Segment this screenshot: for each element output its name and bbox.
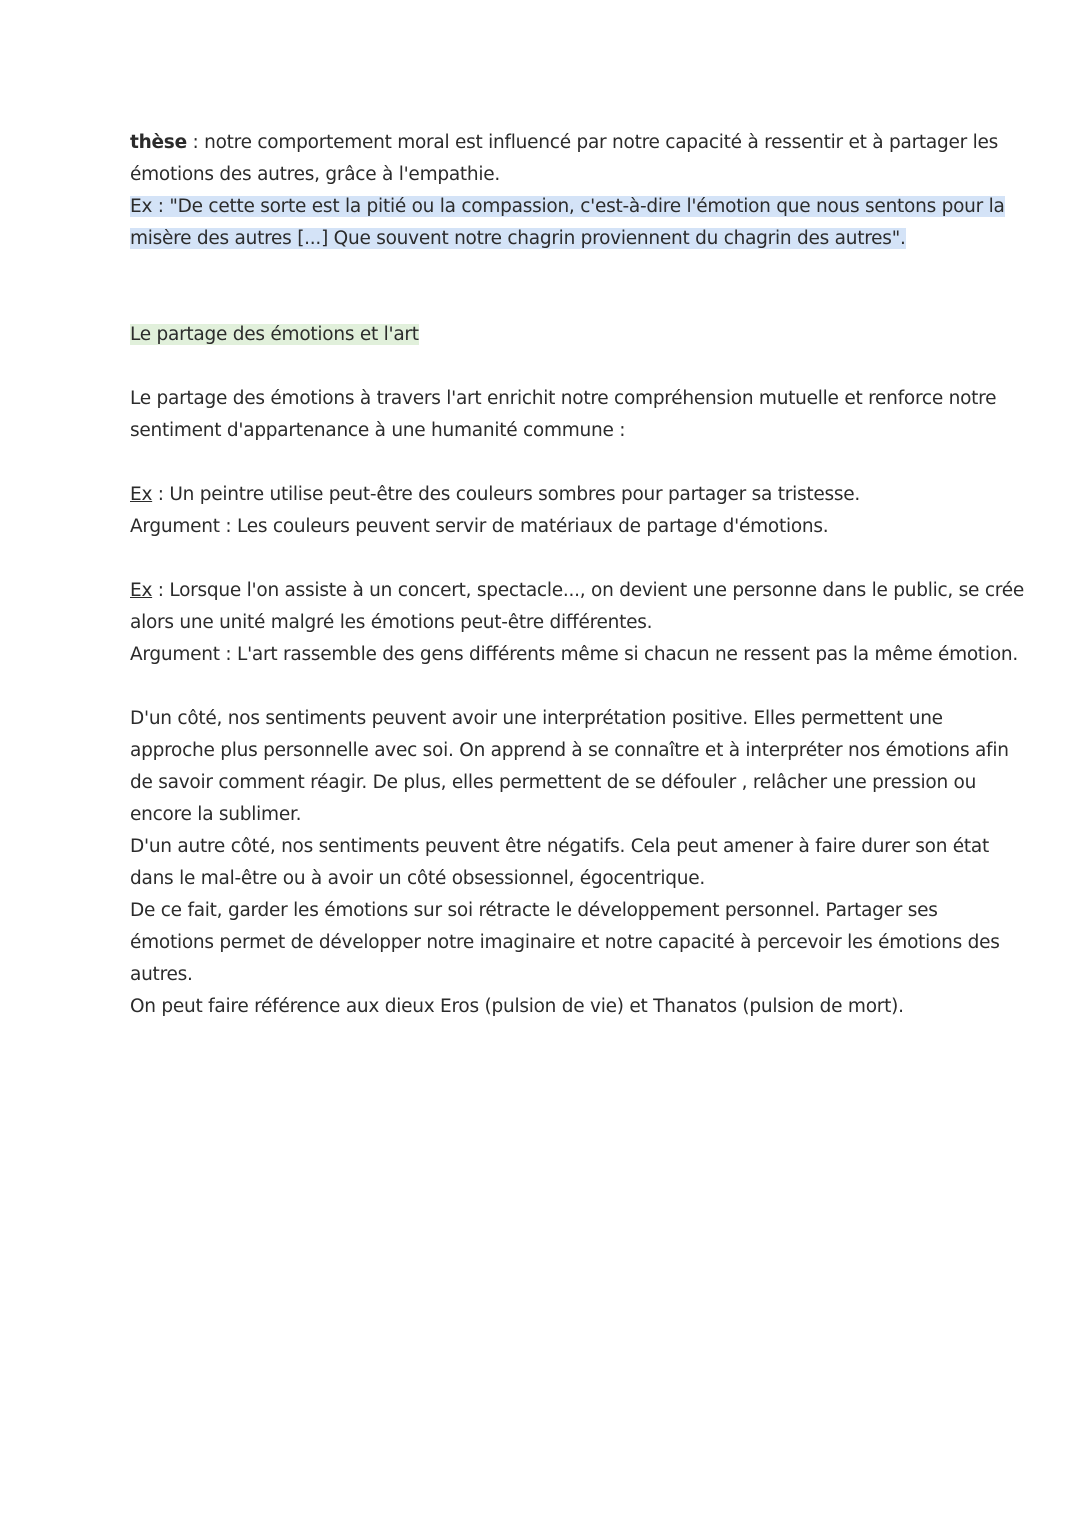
conclusion-line: D'un côté, nos sentiments peuvent avoir une interprétation positive. Elles permettent une xyxy=(130,708,943,729)
spacer xyxy=(130,543,950,575)
conclusion-line: approche plus personnelle avec soi. On apprend à se connaître et à interpréter nos émotions afin xyxy=(130,740,1009,761)
example1-label: Ex xyxy=(130,484,153,505)
these-text-1: notre comportement moral est influencé par notre capacité à ressentir et à partager les xyxy=(204,132,999,153)
document-page xyxy=(130,127,1024,1023)
quote-line-2 xyxy=(130,223,950,255)
example2-text: : Lorsque l'on assiste à un concert, spectacle..., on devient une personne dans le public, se crée xyxy=(152,580,1024,601)
conclusion-line: encore la sublimer. xyxy=(130,804,302,825)
spacer xyxy=(130,255,950,319)
these-line-2: émotions des autres, grâce à l'empathie. xyxy=(130,164,501,185)
intro-line-2: sentiment d'appartenance à une humanité commune : xyxy=(130,420,626,441)
example1-line xyxy=(130,479,950,511)
example2-line-2: alors une unité malgré les émotions peut-être différentes. xyxy=(130,612,653,633)
intro-line-1: Le partage des émotions à travers l'art enrichit notre compréhension mutuelle et renforce notre xyxy=(130,388,997,409)
section-heading-line xyxy=(130,319,950,351)
example1-argument: Argument : Les couleurs peuvent servir de matériaux de partage d'émotions. xyxy=(130,516,829,537)
spacer xyxy=(130,447,950,479)
example2-argument: Argument : L'art rassemble des gens différents même si chacun ne ressent pas la même émotion. xyxy=(130,644,1019,665)
conclusion-line: On peut faire référence aux dieux Eros (pulsion de vie) et Thanatos (pulsion de mort). xyxy=(130,996,904,1017)
quote-text-2: misère des autres [...] Que souvent notre chagrin proviennent du chagrin des autres". xyxy=(130,228,906,249)
example2-line-1 xyxy=(130,575,1024,607)
spacer xyxy=(130,351,950,383)
example1-text: : Un peintre utilise peut-être des couleurs sombres pour partager sa tristesse. xyxy=(152,484,861,505)
quote-line-1 xyxy=(130,191,1005,223)
conclusion-line: D'un autre côté, nos sentiments peuvent être négatifs. Cela peut amener à faire durer son état xyxy=(130,836,990,857)
section-heading: Le partage des émotions et l'art xyxy=(130,324,419,345)
conclusion-line: émotions permet de développer notre imaginaire et notre capacité à percevoir les émotions des xyxy=(130,932,1000,953)
conclusion-line: autres. xyxy=(130,964,193,985)
example2-label: Ex xyxy=(130,580,153,601)
spacer xyxy=(130,671,950,703)
conclusion-line: De ce fait, garder les émotions sur soi rétracte le développement personnel. Partager ses xyxy=(130,900,938,921)
quote-text-1: Ex : "De cette sorte est la pitié ou la compassion, c'est-à-dire l'émotion que nous sentons pour la xyxy=(130,196,1005,217)
these-separator: : xyxy=(186,132,205,153)
conclusion-line: de savoir comment réagir. De plus, elles permettent de se défouler , relâcher une pression ou xyxy=(130,772,977,793)
these-label: thèse xyxy=(130,132,187,153)
conclusion-line: dans le mal-être ou à avoir un côté obsessionnel, égocentrique. xyxy=(130,868,705,889)
these-line-1 xyxy=(130,127,999,159)
